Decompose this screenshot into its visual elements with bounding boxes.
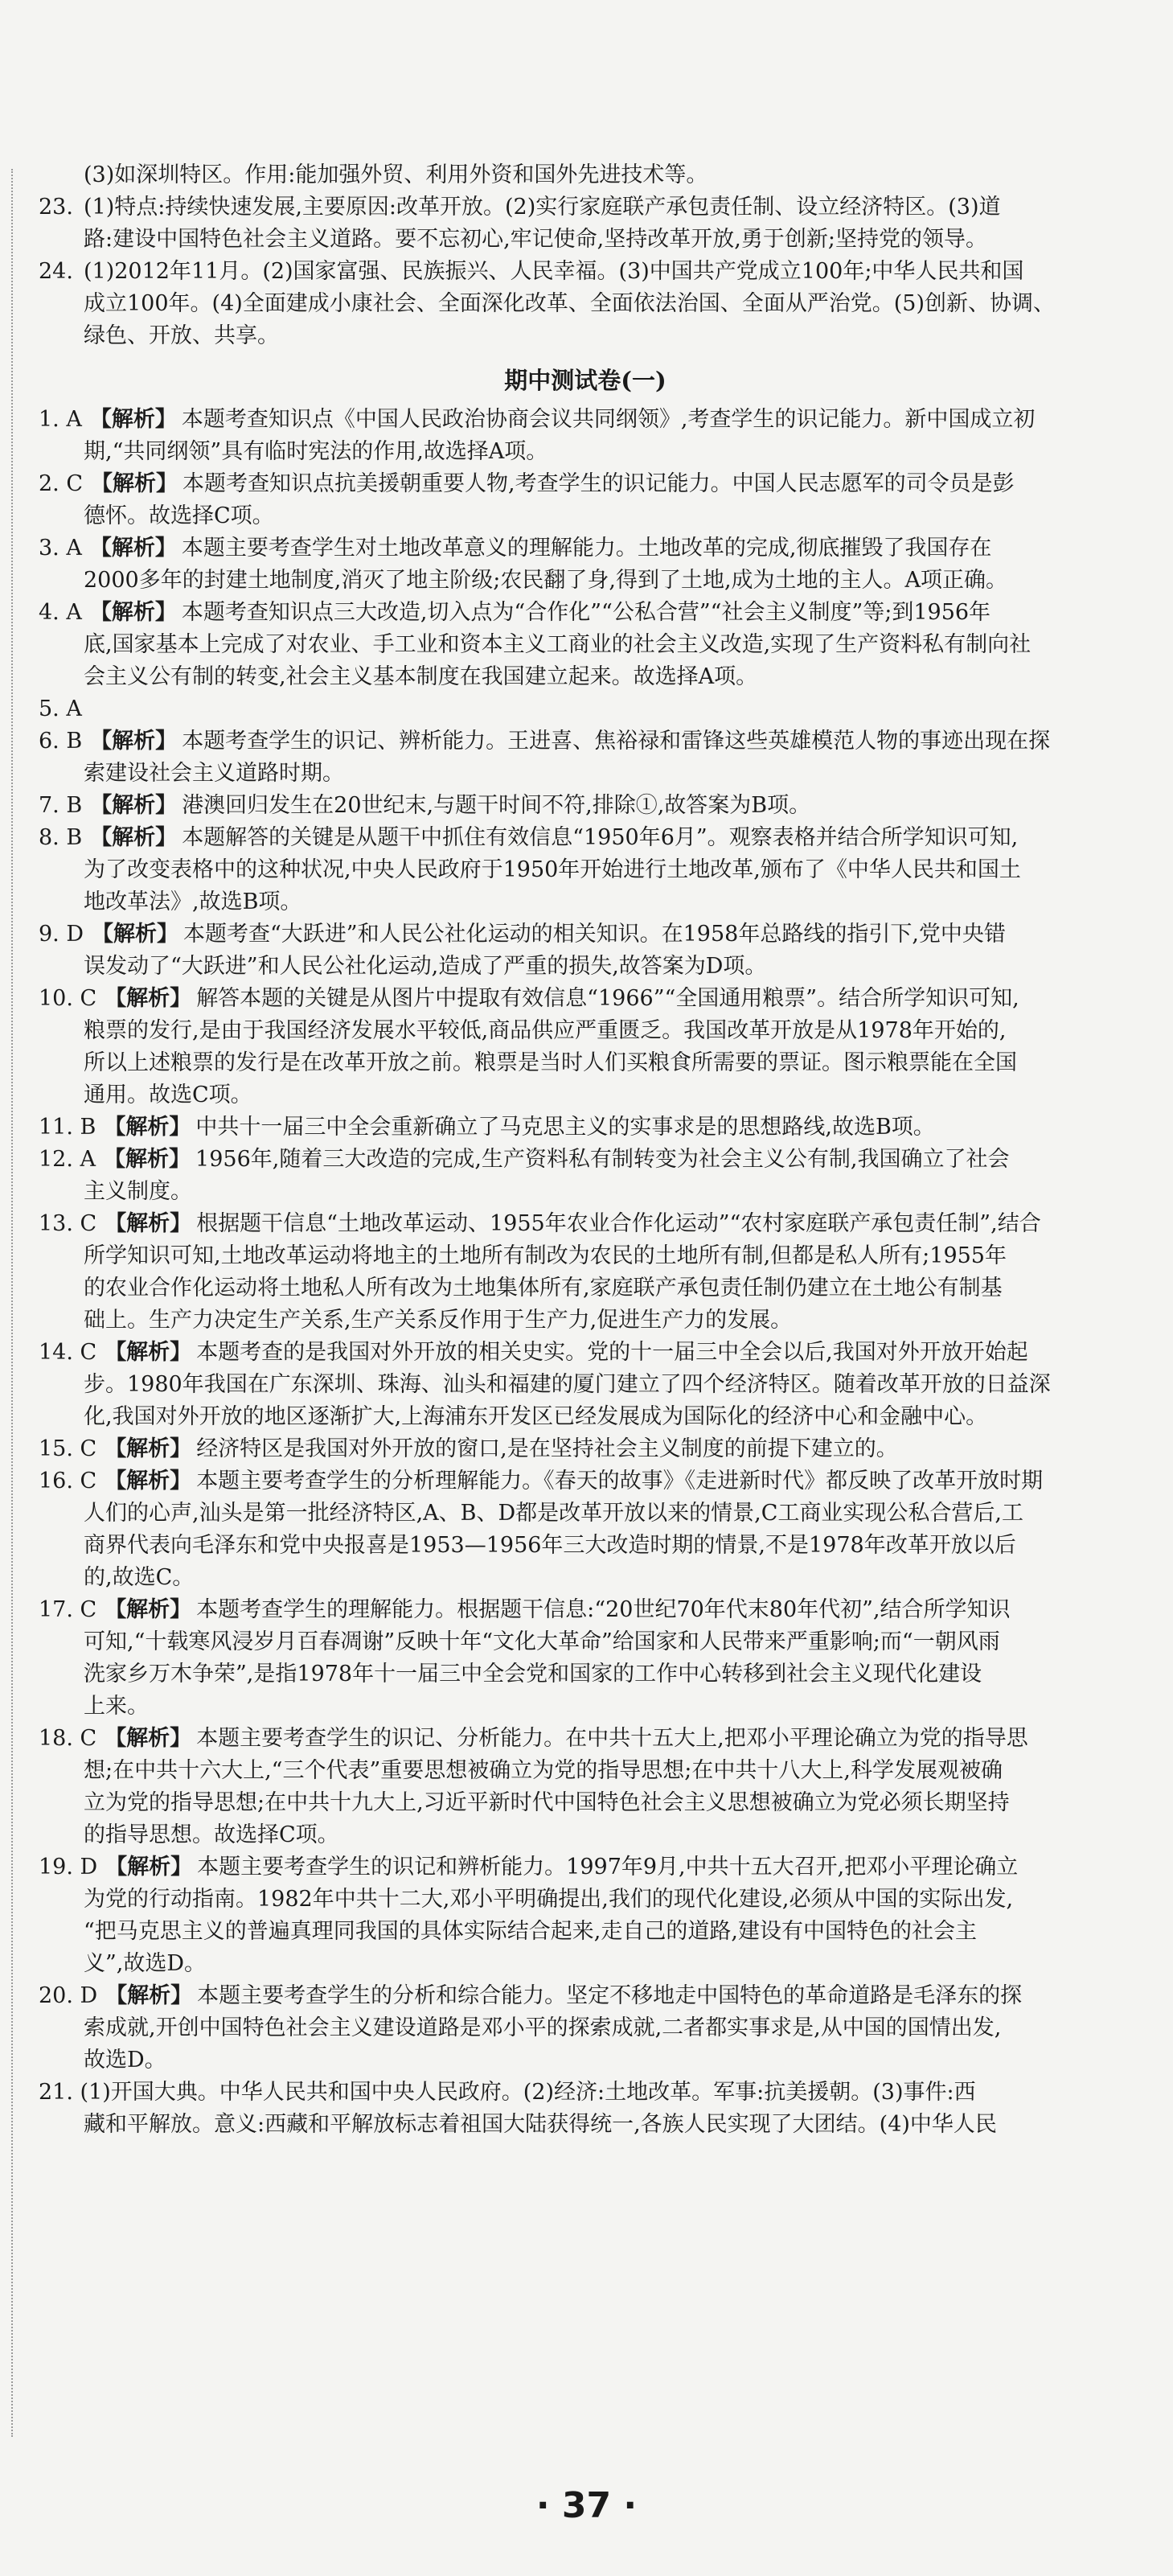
answer-item <box>39 1980 1132 2077</box>
answer-item <box>39 1465 1132 1594</box>
answer-line <box>39 2012 1132 2044</box>
answer-line <box>39 886 1132 918</box>
answer-line <box>39 790 1132 822</box>
answer-line <box>39 1787 1132 1819</box>
answer-line <box>39 1530 1132 1562</box>
answer-text: 主义制度。 <box>84 1179 192 1204</box>
answer-text: 立为党的指导思想;在中共十九大上,习近平新时代中国特色社会主义思想被确立为党必须长期坚持 <box>84 1790 1010 1815</box>
answer-item <box>39 1433 1132 1465</box>
answer-line <box>39 2044 1132 2077</box>
answer-line <box>39 1079 1132 1111</box>
answer-text: 义”,故选D。 <box>84 1951 207 1976</box>
answer-line <box>39 1626 1132 1658</box>
answer-line <box>39 1015 1132 1047</box>
answer-text: 索建设社会主义道路时期。 <box>84 761 344 786</box>
answer-line <box>39 1851 1132 1884</box>
previous-answers <box>39 159 1132 352</box>
answer-item <box>39 790 1132 822</box>
answer-item <box>39 918 1132 983</box>
answer-text: 藏和平解放。意义:西藏和平解放标志着祖国大陆获得统一,各族人民实现了大团结。(4)中华人民 <box>84 2112 997 2137</box>
analysis-tag: 【解析】 <box>90 793 178 818</box>
analysis-tag: 【解析】 <box>92 922 178 947</box>
answer-text: 上来。 <box>84 1694 149 1719</box>
answer-item <box>39 468 1132 532</box>
analysis-tag: 【解析】 <box>89 407 177 432</box>
analysis-tag: 【解析】 <box>105 1340 192 1365</box>
answer-text: 本题考查学生的理解能力。根据题干信息:“20世纪70年代末80年代初”,结合所学知识 <box>196 1597 1011 1622</box>
answer-line <box>39 468 1132 500</box>
answer-text: 根据题干信息“土地改革运动、1955年农业合作化运动”“农村家庭联产承包责任制”,结合 <box>196 1211 1041 1236</box>
answer-line <box>39 191 1132 224</box>
analysis-tag: 【解析】 <box>105 1436 192 1461</box>
answer-text: 本题考查知识点《中国人民政治协商会议共同纲领》,考查学生的识记能力。新中国成立初 <box>181 407 1036 432</box>
question-number: 8. B <box>39 825 83 850</box>
answer-line <box>39 532 1132 565</box>
analysis-tag: 【解析】 <box>90 825 178 850</box>
answer-item <box>39 983 1132 1111</box>
analysis-tag: 【解析】 <box>105 1726 192 1751</box>
answer-item <box>39 532 1132 597</box>
answer-line <box>39 1433 1132 1465</box>
answer-line <box>39 159 1132 191</box>
answer-line <box>39 1047 1132 1079</box>
answer-line <box>39 1369 1132 1401</box>
analysis-tag: 【解析】 <box>91 471 178 496</box>
question-number: 4. A <box>39 600 82 625</box>
answer-line <box>39 629 1132 661</box>
question-number: 1. A <box>39 407 82 432</box>
analysis-tag: 【解析】 <box>105 1469 192 1493</box>
answer-line <box>39 983 1132 1015</box>
answer-line <box>39 1723 1132 1755</box>
answer-text: (1)特点:持续快速发展,主要原因:改革开放。(2)实行家庭联产承包责任制、设立经济特区。(3)道 <box>84 195 1001 220</box>
answer-item <box>39 1144 1132 1208</box>
answer-line <box>39 224 1132 256</box>
answer-line <box>39 1658 1132 1691</box>
answer-text: 地改革法》,故选B项。 <box>84 889 302 914</box>
question-number: 10. C <box>39 986 97 1011</box>
answer-line <box>39 661 1132 693</box>
question-number: 7. B <box>39 793 83 818</box>
answer-text: 粮票的发行,是由于我国经济发展水平较低,商品供应严重匮乏。我国改革开放是从1978年开始的, <box>84 1018 1007 1043</box>
answer-text: 的农业合作化运动将土地私人所有改为土地集体所有,家庭联产承包责任制仍建立在土地公有制基 <box>84 1276 1003 1300</box>
question-number: 18. C <box>39 1726 97 1751</box>
answer-line <box>39 1240 1132 1272</box>
answer-line <box>39 500 1132 532</box>
analysis-tag: 【解析】 <box>105 1597 192 1622</box>
answer-text: 本题考查学生的识记、辨析能力。王进喜、焦裕禄和雷锋这些英雄模范人物的事迹出现在探 <box>182 729 1051 754</box>
answer-list <box>39 404 1132 2141</box>
answer-text: 所学知识可知,土地改革运动将地主的土地所有制改为农民的土地所有制,但都是私人所有;1955年 <box>84 1243 1007 1268</box>
answer-line <box>39 918 1132 951</box>
analysis-tag: 【解析】 <box>89 536 177 561</box>
answer-text: 路:建设中国特色社会主义道路。要不忘初心,牢记使命,坚持改革开放,勇于创新;坚持党的领导。 <box>84 227 987 252</box>
answer-item <box>39 725 1132 790</box>
question-number: 6. B <box>39 729 83 754</box>
page-number: · 37 · <box>535 2485 638 2526</box>
answer-item <box>39 1208 1132 1337</box>
answer-item <box>39 693 1132 725</box>
answer-text: 绿色、开放、共享。 <box>84 323 279 348</box>
answer-line <box>39 1916 1132 1948</box>
answer-text: 本题考查的是我国对外开放的相关史实。党的十一届三中全会以后,我国对外开放开始起 <box>196 1340 1028 1365</box>
question-number: 19. D <box>39 1855 98 1880</box>
answer-text: “把马克思主义的普遍真理同我国的具体实际结合起来,走自己的道路,建设有中国特色的社会主 <box>84 1919 977 1944</box>
answer-item <box>39 597 1132 693</box>
answer-item <box>39 1111 1132 1144</box>
binding-dotted-line <box>11 169 13 2437</box>
question-number: 24. <box>39 259 73 284</box>
answer-line <box>39 288 1132 320</box>
answer-text: 步。1980年我国在广东深圳、珠海、汕头和福建的厦门建立了四个经济特区。随着改革开放的日益深 <box>84 1372 1051 1397</box>
answer-line <box>39 1884 1132 1916</box>
answer-line <box>39 1401 1132 1433</box>
answer-line <box>39 693 1132 725</box>
answer-line <box>39 951 1132 983</box>
answer-text: 会主义公有制的转变,社会主义基本制度在我国建立起来。故选择A项。 <box>84 664 758 689</box>
answer-line <box>39 404 1132 436</box>
answer-text: 人们的心声,汕头是第一批经济特区,A、B、D都是改革开放以来的情景,C工商业实现公私合营后,工 <box>84 1501 1023 1526</box>
answer-line <box>39 1304 1132 1337</box>
answer-text: 想;在中共十六大上,“三个代表”重要思想被确立为党的指导思想;在中共十八大上,科学发展观被确 <box>84 1758 1003 1783</box>
answer-text: 础上。生产力决定生产关系,生产关系反作用于生产力,促进生产力的发展。 <box>84 1308 793 1333</box>
answer-text: 解答本题的关键是从图片中提取有效信息“1966”“全国通用粮票”。结合所学知识可知, <box>196 986 1019 1011</box>
question-number: 14. C <box>39 1340 97 1365</box>
analysis-tag: 【解析】 <box>105 1983 193 2008</box>
answer-line <box>39 597 1132 629</box>
answer-text: 可知,“十载寒风浸岁月百春凋谢”反映十年“文化大革命”给国家和人民带来严重影响;而“一朝风雨 <box>84 1629 1000 1654</box>
answer-item <box>39 2077 1132 2141</box>
section-title: 期中测试卷(一) <box>504 367 666 394</box>
answer-text: 本题主要考查学生对土地改革意义的理解能力。土地改革的完成,彻底摧毁了我国存在 <box>181 536 992 561</box>
answer-line <box>39 1594 1132 1626</box>
answer-line <box>39 1498 1132 1530</box>
answer-text: (3)如深圳特区。作用:能加强外贸、利用外资和国外先进技术等。 <box>84 162 708 187</box>
answer-text: 商界代表向毛泽东和党中央报喜是1953—1956年三大改造时期的情景,不是1978年改革开放以后 <box>84 1533 1016 1558</box>
answer-text: 本题考查知识点三大改造,切入点为“合作化”“公私合营”“社会主义制度”等;到1956年 <box>181 600 991 625</box>
question-number: 12. A <box>39 1147 96 1172</box>
answer-text: 本题主要考查学生的识记和辨析能力。1997年9月,中共十五大召开,把邓小平理论确立 <box>197 1855 1019 1880</box>
answer-text: 中共十一届三中全会重新确立了马克思主义的实事求是的思想路线,故选B项。 <box>195 1115 935 1140</box>
answer-line <box>39 1176 1132 1208</box>
answer-text: 为党的行动指南。1982年中共十二大,邓小平明确提出,我们的现代化建设,必须从中国的实际出发, <box>84 1887 1014 1912</box>
answer-text: 经济特区是我国对外开放的窗口,是在坚持社会主义制度的前提下建立的。 <box>196 1436 898 1461</box>
answer-line <box>39 1465 1132 1498</box>
answer-line <box>39 320 1132 352</box>
answer-line <box>39 1111 1132 1144</box>
answer-text: 底,国家基本上完成了对农业、手工业和资本主义工商业的社会主义改造,实现了生产资料私有制向社 <box>84 632 1032 657</box>
question-number: 20. D <box>39 1983 98 2008</box>
answer-line <box>39 1208 1132 1240</box>
question-number: 21. <box>39 2080 73 2105</box>
answer-text: 本题主要考查学生的分析和综合能力。坚定不移地走中国特色的革命道路是毛泽东的探 <box>197 1983 1023 2008</box>
analysis-tag: 【解析】 <box>104 1147 191 1172</box>
question-number: 2. C <box>39 471 84 496</box>
answer-line <box>39 2077 1132 2109</box>
answer-text: 本题主要考查学生的分析理解能力。《春天的故事》《走进新时代》都反映了改革开放时期 <box>196 1469 1044 1493</box>
analysis-tag: 【解析】 <box>104 1115 191 1140</box>
analysis-tag: 【解析】 <box>105 1855 193 1880</box>
answer-text: 2000多年的封建土地制度,消灭了地主阶级;农民翻了身,得到了土地,成为土地的主人。A项正确。 <box>84 568 1008 593</box>
question-number: 3. A <box>39 536 82 561</box>
answer-text: (1)开国大典。中华人民共和国中央人民政府。(2)经济:土地改革。军事:抗美援朝。(3)事件:西 <box>80 2080 976 2105</box>
question-number: 5. A <box>39 696 82 721</box>
answer-line <box>39 1980 1132 2012</box>
answer-item <box>39 1594 1132 1723</box>
answer-text: 化,我国对外开放的地区逐渐扩大,上海浦东开发区已经发展成为国际化的经济中心和金融中心。 <box>84 1404 988 1429</box>
answer-line <box>39 1337 1132 1369</box>
answer-line <box>39 758 1132 790</box>
answer-content <box>39 159 1132 2141</box>
analysis-tag: 【解析】 <box>90 729 178 754</box>
answer-text: 成立100年。(4)全面建成小康社会、全面深化改革、全面依法治国、全面从严治党。(5)创新、协调、 <box>84 291 1056 316</box>
answer-line <box>39 854 1132 886</box>
answer-text: (1)2012年11月。(2)国家富强、民族振兴、人民幸福。(3)中国共产党成立100年;中华人民共和国 <box>84 259 1024 284</box>
answer-line <box>39 1272 1132 1304</box>
answer-item <box>39 822 1132 918</box>
answer-line <box>39 725 1132 758</box>
question-number: 15. C <box>39 1436 97 1461</box>
question-number: 23. <box>39 195 73 220</box>
answer-text: 本题解答的关键是从题干中抓住有效信息“1950年6月”。观察表格并结合所学知识可知, <box>182 825 1019 850</box>
answer-line <box>39 1948 1132 1980</box>
answer-line <box>39 565 1132 597</box>
question-number: 17. C <box>39 1597 97 1622</box>
question-number: 9. D <box>39 922 84 947</box>
answer-text: 本题考查“大跃进”和人民公社化运动的相关知识。在1958年总路线的指引下,党中央错 <box>183 922 1006 947</box>
question-number: 16. C <box>39 1469 97 1493</box>
answer-line <box>39 1691 1132 1723</box>
answer-text: 港澳回归发生在20世纪末,与题干时间不符,排除①,故答案为B项。 <box>182 793 811 818</box>
answer-text: 的,故选C。 <box>84 1565 195 1590</box>
analysis-tag: 【解析】 <box>105 986 192 1011</box>
answer-line <box>39 1755 1132 1787</box>
question-number: 11. B <box>39 1115 96 1140</box>
answer-text: 1956年,随着三大改造的完成,生产资料私有制转变为社会主义公有制,我国确立了社会 <box>195 1147 1010 1172</box>
answer-line <box>39 822 1132 854</box>
analysis-tag: 【解析】 <box>89 600 177 625</box>
analysis-tag: 【解析】 <box>105 1211 192 1236</box>
answer-line <box>39 2109 1132 2141</box>
answer-text: 为了改变表格中的这种状况,中央人民政府于1950年开始进行土地改革,颁布了《中华人民共和国土 <box>84 857 1021 882</box>
answer-text: 的指导思想。故选择C项。 <box>84 1822 339 1847</box>
answer-line <box>39 1819 1132 1851</box>
answer-text: 索成就,开创中国特色社会主义建设道路是邓小平的探索成就,二者都实事求是,从中国的国情出发, <box>84 2015 1002 2040</box>
answer-text: 通用。故选C项。 <box>84 1083 252 1107</box>
answer-item <box>39 1851 1132 1980</box>
answer-text: 本题考查知识点抗美援朝重要人物,考查学生的识记能力。中国人民志愿军的司令员是彭 <box>183 471 1015 496</box>
question-number: 13. C <box>39 1211 97 1236</box>
answer-line <box>39 436 1132 468</box>
answer-text: 故选D。 <box>84 2048 166 2073</box>
answer-text: 所以上述粮票的发行是在改革开放之前。粮票是当时人们买粮食所需要的票证。图示粮票能在全国 <box>84 1050 1017 1075</box>
answer-text: 期,“共同纲领”具有临时宪法的作用,故选择A项。 <box>84 439 548 464</box>
answer-item <box>39 1723 1132 1851</box>
answer-item <box>39 404 1132 468</box>
answer-text: 德怀。故选择C项。 <box>84 503 274 528</box>
answer-text: 误发动了“大跃进”和人民公社化运动,造成了严重的损失,故答案为D项。 <box>84 954 767 979</box>
answer-line <box>39 1144 1132 1176</box>
answer-item <box>39 1337 1132 1433</box>
answer-line <box>39 256 1132 288</box>
answer-text: 洗家乡万木争荣”,是指1978年十一届三中全会党和国家的工作中心转移到社会主义现代化建设 <box>84 1662 982 1687</box>
answer-line <box>39 1562 1132 1594</box>
answer-text: 本题主要考查学生的识记、分析能力。在中共十五大上,把邓小平理论确立为党的指导思 <box>196 1726 1028 1751</box>
